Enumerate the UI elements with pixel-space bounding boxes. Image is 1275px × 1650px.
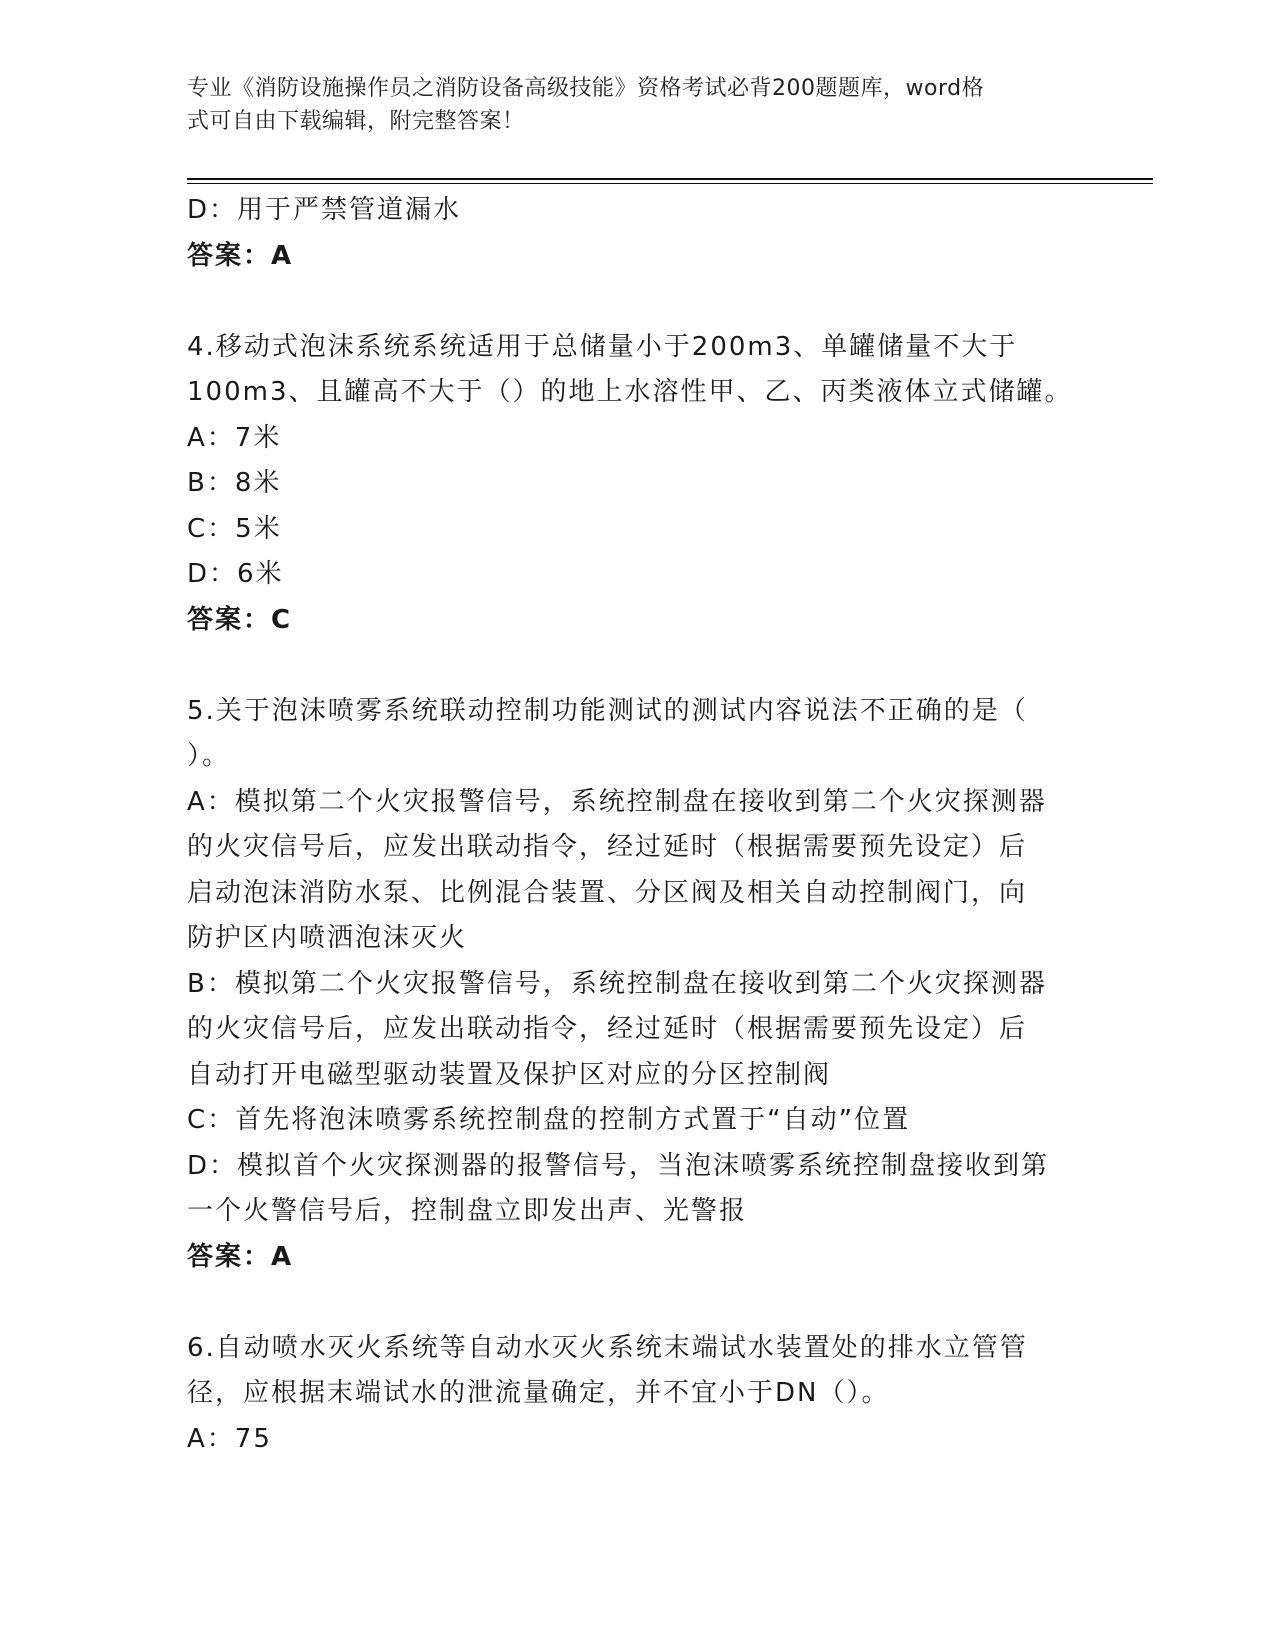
header-line-2: 式可自由下载编辑，附完整答案！: [187, 109, 525, 134]
q5-option-b-line-2: 的火灾信号后，应发出联动指令，经过延时（根据需要预先设定）后: [187, 1014, 1028, 1044]
q5-option-d-line-1: D：模拟首个火灾探测器的报警信号，当泡沫喷雾系统控制盘接收到第: [187, 1150, 1050, 1181]
q6-stem-line-2: 径，应根据末端试水的泄流量确定，并不宜小于DN（）。: [187, 1378, 890, 1408]
question-6: [187, 1326, 1087, 1463]
header-line-1: 专业《消防设施操作员之消防设备高级技能》资格考试必背200题题库，word格: [187, 76, 985, 101]
q5-option-b-line-1: B：模拟第二个火灾报警信号，系统控制盘在接收到第二个火灾探测器: [187, 968, 1047, 999]
q5-stem-line-1: 5.关于泡沫喷雾系统联动控制功能测试的测试内容说法不正确的是（: [187, 695, 1028, 726]
q4-stem-line-1: 4.移动式泡沫系统系统适用于总储量小于200m3、单罐储量不大于: [187, 331, 1018, 362]
question-4: [187, 325, 1087, 644]
question-5: [187, 689, 1087, 1281]
q4-answer: 答案：C: [187, 604, 293, 635]
q5-answer: 答案：A: [187, 1241, 294, 1272]
q3-option-d: D：用于严禁管道漏水: [187, 195, 462, 225]
spacer: [187, 643, 1087, 689]
q4-option-a: A：7米: [187, 422, 282, 453]
document-body: [187, 188, 1087, 1462]
q5-option-b-line-3: 自动打开电磁型驱动装置及保护区对应的分区控制阀: [187, 1059, 832, 1090]
q4-option-b: B：8米: [187, 468, 282, 498]
q5-stem-line-2: ）。: [187, 741, 231, 771]
header-divider-thin: [187, 183, 1153, 184]
question-3: [187, 188, 1087, 279]
q6-stem-line-1: 6.自动喷水灭火系统等自动水灭火系统末端试水装置处的排水立管管: [187, 1332, 1028, 1363]
q4-option-c: C：5米: [187, 513, 282, 544]
spacer: [187, 1280, 1087, 1326]
q5-option-c: C：首先将泡沫喷雾系统控制盘的控制方式置于“自动”位置: [187, 1105, 911, 1135]
q5-option-a-line-4: 防护区内喷洒泡沫灭火: [187, 923, 468, 953]
q5-option-a-line-1: A：模拟第二个火灾报警信号，系统控制盘在接收到第二个火灾探测器: [187, 786, 1047, 817]
q4-option-d: D：6米: [187, 559, 284, 589]
q5-option-a-line-2: 的火灾信号后，应发出联动指令，经过延时（根据需要预先设定）后: [187, 832, 1028, 862]
q4-stem-line-2: 100m3、且罐高不大于（）的地上水溶性甲、乙、丙类液体立式储罐。: [187, 377, 1073, 407]
q3-answer: 答案：A: [187, 240, 294, 271]
q5-option-a-line-3: 启动泡沫消防水泵、比例混合装置、分区阀及相关自动控制阀门，向: [187, 877, 1028, 908]
spacer: [187, 279, 1087, 325]
q6-option-a: A：75: [187, 1423, 272, 1454]
header-divider-thick: [187, 178, 1153, 180]
document-header: [187, 72, 1067, 138]
q5-option-d-line-2: 一个火警信号后，控制盘立即发出声、光警报: [187, 1196, 748, 1226]
